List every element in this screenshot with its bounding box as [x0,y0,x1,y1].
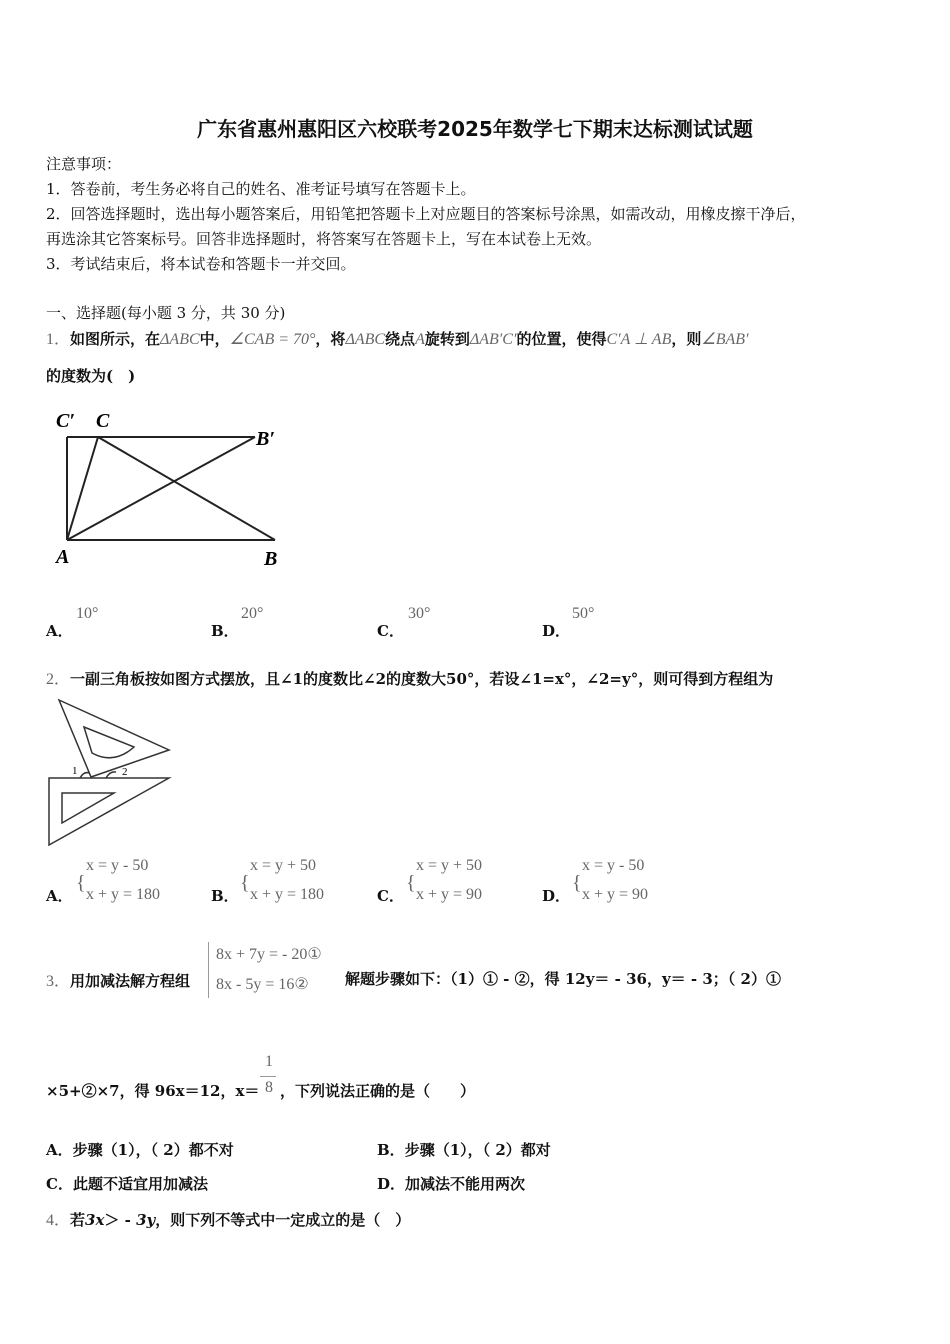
q1-option-c-label: C． [377,622,404,640]
q3-eq2: 8x - 5y = 16② [216,976,309,993]
q1-text-3: ，将 [315,330,346,348]
q1-option-b-label: B． [211,622,239,640]
q2-number: 2． [46,671,71,688]
q1-option-c-value: 30° [408,605,431,622]
q2-upper-cutout [84,727,134,758]
q3-eq1: 8x + 7y = - 20① [216,946,322,963]
q3-option-c-label: C． [46,1175,73,1193]
q3-option-a-label: A． [46,1141,73,1159]
q2-text: 一副三角板按如图方式摆放，且∠1的度数比∠2的度数大50°，若设∠1=x°，∠2=y°，则可得到方程组为 [70,670,774,688]
q2-option-d-label: D． [542,887,571,905]
q3-option-c [46,1173,208,1194]
q2-option-b-brace: { [240,872,250,894]
q1-math-point: A [415,331,425,348]
section-heading: 一、选择题(每小题 3 分，共 30 分) [46,304,286,322]
q1-number: 1． [46,331,71,348]
q1-math-angle: ∠CAB = 70° [229,331,316,348]
q3-option-d-label: D． [377,1175,406,1193]
q2-angle-1-arc [80,773,89,778]
q4-math-2: 3y [136,1211,156,1229]
notice-heading: 注意事项： [46,155,122,173]
q3-text-4: ，下列说法正确的是（ ） [280,1082,476,1100]
q1-option-a-value: 10° [76,605,99,622]
q2-option-a-brace: { [76,872,86,894]
q2-angle-2-label: 2 [122,766,128,778]
q2-angle-2-arc [106,772,116,778]
q3-option-c-text: 此题不适宜用加减法 [72,1175,208,1193]
q1-option-a-label: A． [46,622,73,640]
q3-text-3: ×5+②×7，得 96x＝12，x＝ [46,1082,260,1100]
q1-option-d-label: D． [542,622,571,640]
q2-lower-cutout [62,793,114,823]
q3-option-b-label: B． [377,1141,405,1159]
q1-label-a: A [56,546,70,568]
q2-option-b-eq2: x + y = 180 [250,886,325,903]
q1-text-4: 绕点 [385,330,416,348]
q1-text-7: ，则 [671,330,702,348]
q2-option-a-eq2: x + y = 180 [86,886,161,903]
q4-number: 4． [46,1212,71,1229]
q1-option-b-value: 20° [241,605,264,622]
page-title: 广东省惠州惠阳区六校联考2025年数学七下期末达标测试试题 [197,117,753,141]
q3-frac-bar [260,1076,276,1077]
q3-number: 3． [46,973,71,990]
q1-math-perp: C′A ⊥ AB [606,331,672,348]
q4-text-3: ，则下列不等式中一定成立的是（ ） [155,1211,411,1229]
q3-text-2: 解题步骤如下：（1）① - ②，得 12y＝ - 36，y＝ - 3；（ 2）① [345,970,781,988]
q4-text-1: 若 [70,1211,86,1229]
q3-frac-numerator: 1 [265,1053,273,1070]
q1-option-d-value: 50° [572,605,595,622]
q1-math-triangle-3: ΔAB′C′ [469,331,517,348]
question-1-line-2: 的度数为( ) [46,367,136,385]
q3-option-b-text: 步骤（1），（ 2）都对 [404,1141,551,1159]
q2-option-d-eq1: x = y - 50 [582,857,645,874]
notice-item-2-cont: 再选涂其它答案标号。回答非选择题时，将答案写在答题卡上，写在本试卷上无效。 [46,230,602,248]
q1-label-c: C [96,410,110,432]
q1-line-a-bprime [67,437,255,540]
q2-option-c-eq2: x + y = 90 [416,886,483,903]
q3-option-d-text: 加减法不能用两次 [405,1175,526,1193]
q2-angle-1-label: 1 [72,765,78,777]
q2-option-a-eq1: x = y - 50 [86,857,149,874]
q3-option-a-text: 步骤（1），（ 2）都不对 [72,1141,234,1159]
question-1-line-1 [46,326,749,349]
q1-figure [50,405,290,575]
question-4 [46,1207,410,1230]
q3-option-b [377,1139,551,1160]
q2-option-d-brace: { [572,872,582,894]
q1-math-triangle-2: ΔABC [345,331,386,348]
notice-item-2: 2．回答选择题时，选出每小题答案后，用铅笔把答题卡上对应题目的答案标号涂黑，如需改动，用橡皮擦干净后， [46,205,806,223]
q1-math-triangle: ΔABC [160,331,200,348]
q2-option-a-label: A． [46,887,73,905]
q1-text-1: 如图所示，在 [70,330,161,348]
q2-option-c-label: C． [377,887,404,905]
q1-line-c-b [98,437,275,540]
q1-label-bprime: B′ [256,428,275,450]
q3-option-d [377,1173,525,1194]
q1-text-2: 中， [199,330,230,348]
q3-option-a [46,1139,234,1160]
q1-label-b: B [264,548,278,570]
q2-option-c-eq1: x = y + 50 [416,857,483,874]
notice-item-3: 3．考试结束后，将本试卷和答题卡一并交回。 [46,255,356,273]
q4-math-1: 3x [85,1211,105,1229]
q2-lower-triangle [49,778,169,845]
notice-item-1: 1．答卷前，考生务必将自己的姓名、准考证号填写在答题卡上。 [46,180,476,198]
q1-text-6: 的位置，使得 [516,330,607,348]
q2-figure [44,695,174,847]
q3-text-1: 用加减法解方程组 [70,972,191,990]
q2-option-b-label: B． [211,887,239,905]
question-2 [46,666,773,689]
q1-text-5: 旋转到 [424,330,470,348]
q2-option-c-brace: { [406,872,416,894]
q4-text-2: ＞ - [104,1211,137,1229]
q1-label-cprime: C′ [56,410,75,432]
q2-option-d-eq2: x + y = 90 [582,886,649,903]
question-3-intro [46,968,190,991]
q3-frac-denominator: 8 [265,1079,273,1096]
q2-option-b-eq1: x = y + 50 [250,857,317,874]
q3-system-bracket [208,942,211,998]
q1-math-angle-2: ∠BAB′ [701,331,749,348]
